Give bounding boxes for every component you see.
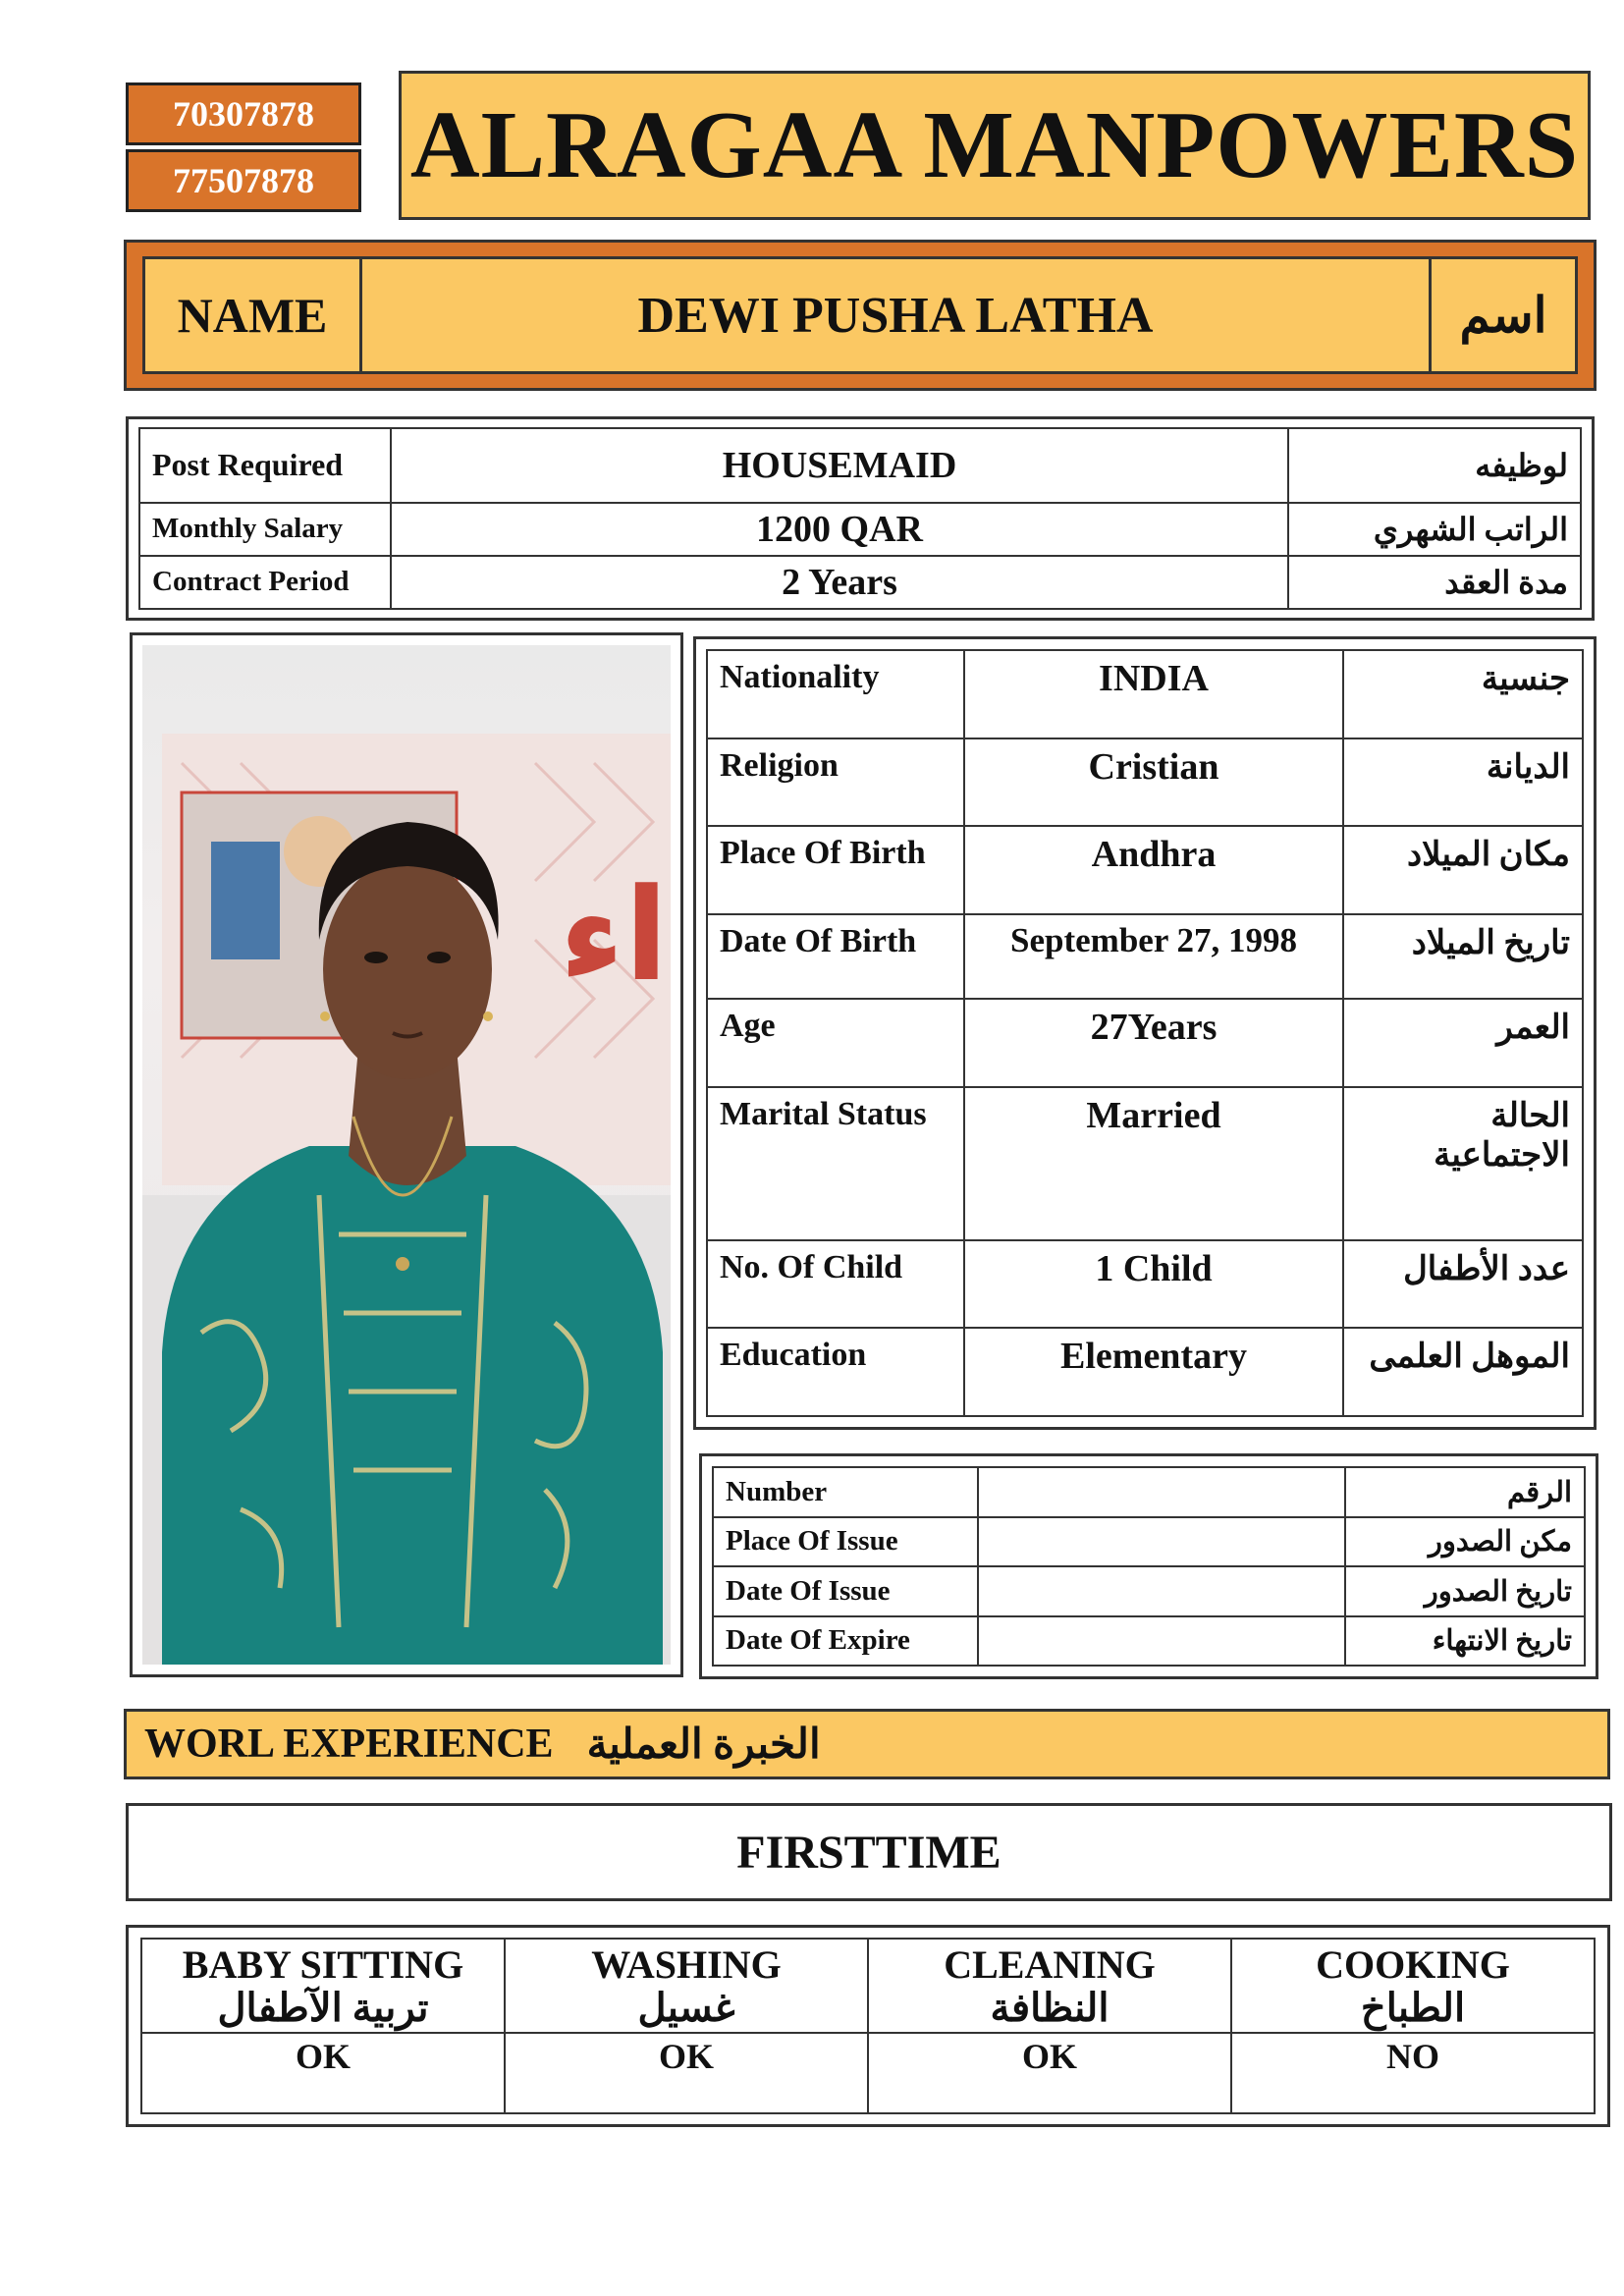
work-experience-value: FIRSTTIME — [126, 1803, 1612, 1901]
work-experience-label: WORL EXPERIENCE — [144, 1722, 554, 1767]
marital-status-label: Marital Status — [707, 1087, 964, 1239]
table-row — [707, 650, 1583, 738]
no-of-child-label-arabic: عدد الأطفال — [1343, 1240, 1583, 1329]
contract-period-label: Contract Period — [139, 556, 391, 609]
place-of-birth-label: Place Of Birth — [707, 826, 964, 914]
nationality-label-arabic: جنسية — [1343, 650, 1583, 738]
candidate-name: DEWI PUSHA LATHA — [362, 259, 1432, 371]
place-of-issue-label-arabic: مكن الصدور — [1345, 1517, 1585, 1567]
religion-label: Religion — [707, 738, 964, 827]
post-required-value: HOUSEMAID — [391, 428, 1288, 503]
work-experience-header — [124, 1709, 1610, 1779]
passport-number-label: Number — [713, 1467, 978, 1517]
date-of-birth-label-arabic: تاريخ الميلاد — [1343, 914, 1583, 999]
table-row — [139, 428, 1581, 503]
name-label: NAME — [145, 259, 362, 371]
table-row — [707, 1328, 1583, 1416]
nationality-label: Nationality — [707, 650, 964, 738]
skill-cleaning — [868, 1939, 1231, 2033]
date-of-issue-label-arabic: تاريخ الصدور — [1345, 1566, 1585, 1616]
table-row — [141, 1939, 1595, 2033]
skill-washing-value: OK — [505, 2033, 868, 2113]
passport-table — [699, 1453, 1598, 1679]
personal-details-table — [693, 636, 1597, 1430]
skill-cleaning-value: OK — [868, 2033, 1231, 2113]
candidate-photo — [142, 645, 671, 1665]
skill-washing — [505, 1939, 868, 2033]
date-of-expire-label: Date Of Expire — [713, 1616, 978, 1667]
company-name: ALRAGAA MANPOWERS — [409, 92, 1580, 198]
company-banner — [399, 71, 1591, 220]
table-row — [139, 556, 1581, 609]
place-of-birth-label-arabic: مكان الميلاد — [1343, 826, 1583, 914]
no-of-child-value: 1 Child — [964, 1240, 1343, 1329]
table-row — [713, 1517, 1585, 1567]
age-label: Age — [707, 999, 964, 1087]
date-of-issue-value — [978, 1566, 1345, 1616]
skill-cooking-value: NO — [1231, 2033, 1595, 2113]
monthly-salary-label: Monthly Salary — [139, 503, 391, 556]
passport-number-value — [978, 1467, 1345, 1517]
contract-period-label-arabic: مدة العقد — [1288, 556, 1581, 609]
education-label-arabic: الموهل العلمى — [1343, 1328, 1583, 1416]
skill-name: COOKING — [1316, 1942, 1510, 1987]
skills-table — [126, 1925, 1610, 2127]
skill-cooking — [1231, 1939, 1595, 2033]
passport-number-label-arabic: الرقم — [1345, 1467, 1585, 1517]
table-row — [707, 1240, 1583, 1329]
photo-frame — [130, 632, 683, 1677]
date-of-birth-value: September 27, 1998 — [964, 914, 1343, 999]
table-row — [139, 503, 1581, 556]
table-row — [707, 738, 1583, 827]
monthly-salary-value: 1200 QAR — [391, 503, 1288, 556]
table-row — [707, 826, 1583, 914]
table-row — [707, 1087, 1583, 1239]
job-info-table — [126, 416, 1595, 621]
skill-name-arabic: تربية الآطفال — [217, 1986, 429, 2030]
skill-name-arabic: غسيل — [637, 1986, 735, 2030]
no-of-child-label: No. Of Child — [707, 1240, 964, 1329]
date-of-expire-value — [978, 1616, 1345, 1667]
place-of-birth-value: Andhra — [964, 826, 1343, 914]
age-label-arabic: العمر — [1343, 999, 1583, 1087]
skill-baby-sitting — [141, 1939, 505, 2033]
table-row — [713, 1616, 1585, 1667]
skill-name-arabic: النظافة — [990, 1986, 1110, 2030]
education-label: Education — [707, 1328, 964, 1416]
backdrop-sign-text: اء — [559, 860, 669, 1010]
table-row — [713, 1566, 1585, 1616]
name-bar — [124, 240, 1597, 391]
table-row — [713, 1467, 1585, 1517]
date-of-expire-label-arabic: تاريخ الانتهاء — [1345, 1616, 1585, 1667]
skill-name: WASHING — [591, 1942, 782, 1987]
religion-value: Cristian — [964, 738, 1343, 827]
table-row — [141, 2033, 1595, 2113]
religion-label-arabic: الديانة — [1343, 738, 1583, 827]
skill-name: BABY SITTING — [182, 1942, 464, 1987]
monthly-salary-label-arabic: الراتب الشهري — [1288, 503, 1581, 556]
skill-baby-sitting-value: OK — [141, 2033, 505, 2113]
post-required-label: Post Required — [139, 428, 391, 503]
marital-status-label-arabic: الحالة الاجتماعية — [1343, 1087, 1583, 1239]
age-value: 27Years — [964, 999, 1343, 1087]
table-row — [707, 999, 1583, 1087]
skill-name: CLEANING — [944, 1942, 1156, 1987]
contract-period-value: 2 Years — [391, 556, 1288, 609]
place-of-issue-value — [978, 1517, 1345, 1567]
date-of-issue-label: Date Of Issue — [713, 1566, 978, 1616]
phone-number-2: 77507878 — [126, 149, 361, 212]
phone-number-1: 70307878 — [126, 82, 361, 145]
marital-status-value: Married — [964, 1087, 1343, 1239]
table-row — [707, 914, 1583, 999]
skill-name-arabic: الطباخ — [1360, 1986, 1466, 2030]
date-of-birth-label: Date Of Birth — [707, 914, 964, 999]
nationality-value: INDIA — [964, 650, 1343, 738]
education-value: Elementary — [964, 1328, 1343, 1416]
post-required-label-arabic: لوظيفه — [1288, 428, 1581, 503]
place-of-issue-label: Place Of Issue — [713, 1517, 978, 1567]
name-label-arabic: اسم — [1459, 288, 1547, 343]
work-experience-label-arabic: الخبرة العملية — [586, 1722, 821, 1768]
